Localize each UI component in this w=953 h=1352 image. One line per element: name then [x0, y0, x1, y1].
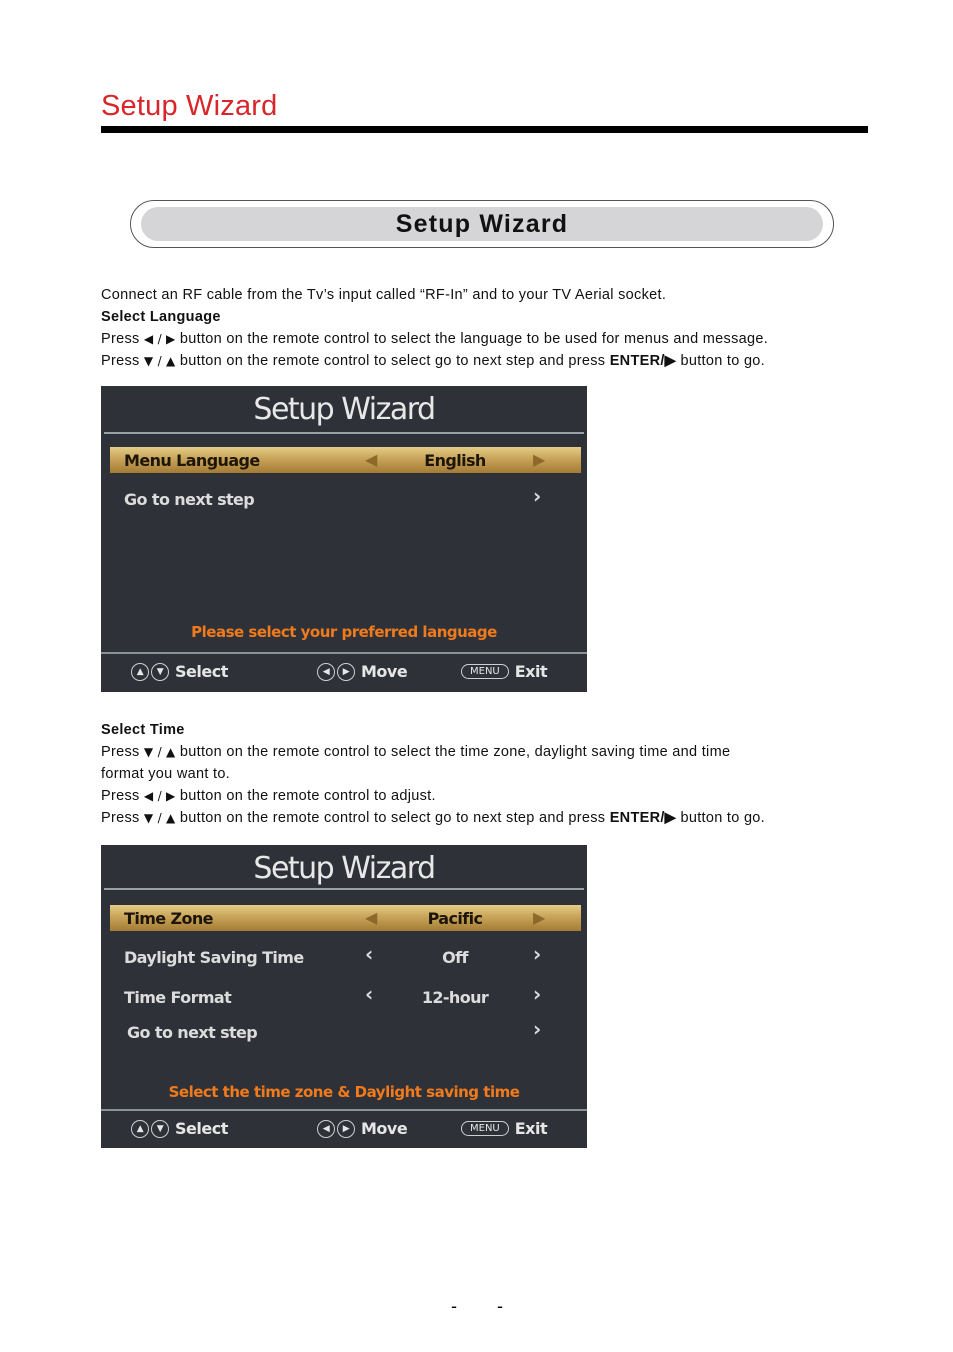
press-word: Press	[101, 788, 140, 804]
enter-key-label: ENTER/▶	[609, 353, 677, 369]
select-time-heading: Select Time	[101, 722, 185, 738]
chevron-right-icon[interactable]: ▶	[533, 908, 545, 927]
chevron-left-icon[interactable]: ◀	[365, 908, 377, 927]
lang-instruction-1	[101, 331, 768, 347]
chevron-right-icon[interactable]: ›	[533, 484, 541, 508]
down-up-arrows-icon: ▼ / ▲	[143, 745, 176, 759]
time-instruction-3	[101, 810, 765, 826]
tv-title-divider	[104, 888, 584, 890]
intro-text: Connect an RF cable from the Tv’s input called “RF-In” and to your TV Aerial socket.	[101, 287, 667, 303]
footer-move-label: Move	[361, 662, 408, 681]
page-number-mark-right: -	[497, 1296, 503, 1316]
enter-key-label: ENTER/▶	[609, 810, 677, 826]
footer-move-label: Move	[361, 1119, 408, 1138]
footer-exit-label: Exit	[514, 662, 548, 681]
section-banner	[130, 200, 834, 248]
tv-screen-title: Setup Wizard	[253, 392, 435, 427]
chevron-right-icon[interactable]: ›	[533, 982, 541, 1006]
row-value: English	[424, 451, 486, 470]
footer-move	[317, 662, 407, 681]
press-word: Press	[101, 353, 140, 369]
instruction-text: button on the remote control to select go to next step and press	[179, 810, 606, 826]
up-arrow-icon: ▲	[131, 1120, 149, 1138]
chevron-left-icon[interactable]: ‹	[365, 942, 373, 966]
lang-instruction-2	[101, 353, 765, 369]
section-banner-label: Setup Wizard	[141, 207, 823, 241]
select-language-heading: Select Language	[101, 309, 221, 325]
press-word: Press	[101, 331, 140, 347]
menu-language-row[interactable]	[110, 447, 581, 473]
footer-move	[317, 1119, 407, 1138]
row-label: Time Zone	[124, 909, 213, 928]
instruction-text-end: button to go.	[680, 810, 766, 826]
press-word: Press	[101, 744, 140, 760]
down-arrow-icon: ▼	[151, 663, 169, 681]
daylight-saving-row[interactable]	[110, 944, 581, 970]
up-arrow-icon: ▲	[131, 663, 149, 681]
tv-screen-title: Setup Wizard	[253, 851, 435, 886]
instruction-text: button on the remote control to select the language to be used for menus and message.	[179, 331, 769, 347]
hint-text: Please select your preferred language	[191, 623, 497, 641]
row-label: Go to next step	[127, 1023, 258, 1042]
tv-screen-time	[101, 845, 587, 1148]
menu-button-icon: MENU	[461, 1121, 509, 1136]
time-zone-row[interactable]	[110, 905, 581, 931]
chevron-left-icon[interactable]: ◀	[365, 450, 377, 469]
go-to-next-step-row[interactable]	[110, 1019, 581, 1045]
time-instruction-1	[101, 744, 730, 760]
instruction-text: button on the remote control to select go to next step and press	[179, 353, 606, 369]
chevron-right-icon[interactable]: ›	[533, 1017, 541, 1041]
row-value: Pacific	[427, 909, 483, 928]
chevron-right-icon[interactable]: ▶	[533, 450, 545, 469]
footer-select	[131, 1119, 228, 1138]
row-value: Off	[442, 948, 468, 967]
tv-footer-divider	[101, 652, 587, 654]
go-to-next-step-row[interactable]	[110, 486, 581, 512]
tv-footer-divider	[101, 1109, 587, 1111]
press-word: Press	[101, 810, 140, 826]
footer-exit	[461, 662, 547, 681]
left-arrow-icon: ◀	[317, 1120, 335, 1138]
tv-screen-language	[101, 386, 587, 692]
row-label: Menu Language	[124, 451, 260, 470]
row-label: Time Format	[124, 988, 232, 1007]
down-up-arrows-icon: ▼ / ▲	[143, 811, 176, 825]
footer-exit-label: Exit	[514, 1119, 548, 1138]
menu-button-icon: MENU	[461, 664, 509, 679]
row-value: 12-hour	[421, 988, 489, 1007]
tv-title-divider	[104, 432, 584, 434]
down-arrow-icon: ▼	[151, 1120, 169, 1138]
time-instruction-1-cont: format you want to.	[101, 766, 231, 782]
footer-select	[131, 662, 228, 681]
hint-text: Select the time zone & Daylight saving time	[168, 1083, 520, 1101]
chevron-right-icon[interactable]: ›	[533, 942, 541, 966]
row-label: Daylight Saving Time	[124, 948, 304, 967]
down-up-arrows-icon: ▼ / ▲	[143, 354, 176, 368]
instruction-text: button on the remote control to select the time zone, daylight saving time and time	[179, 744, 731, 760]
page-title: Setup Wizard	[101, 90, 278, 122]
footer-exit	[461, 1119, 547, 1138]
right-arrow-icon: ▶	[337, 663, 355, 681]
left-right-arrows-icon: ◀ / ▶	[143, 789, 176, 803]
page-number-mark-left: -	[451, 1296, 457, 1316]
right-arrow-icon: ▶	[337, 1120, 355, 1138]
left-right-arrows-icon: ◀ / ▶	[143, 332, 176, 346]
time-format-row[interactable]	[110, 984, 581, 1010]
footer-select-label: Select	[175, 662, 228, 681]
instruction-text-end: button to go.	[680, 353, 766, 369]
footer-select-label: Select	[175, 1119, 228, 1138]
title-rule	[101, 126, 868, 133]
chevron-left-icon[interactable]: ‹	[365, 982, 373, 1006]
left-arrow-icon: ◀	[317, 663, 335, 681]
instruction-text: button on the remote control to adjust.	[179, 788, 436, 804]
row-label: Go to next step	[124, 490, 255, 509]
time-instruction-2	[101, 788, 436, 804]
